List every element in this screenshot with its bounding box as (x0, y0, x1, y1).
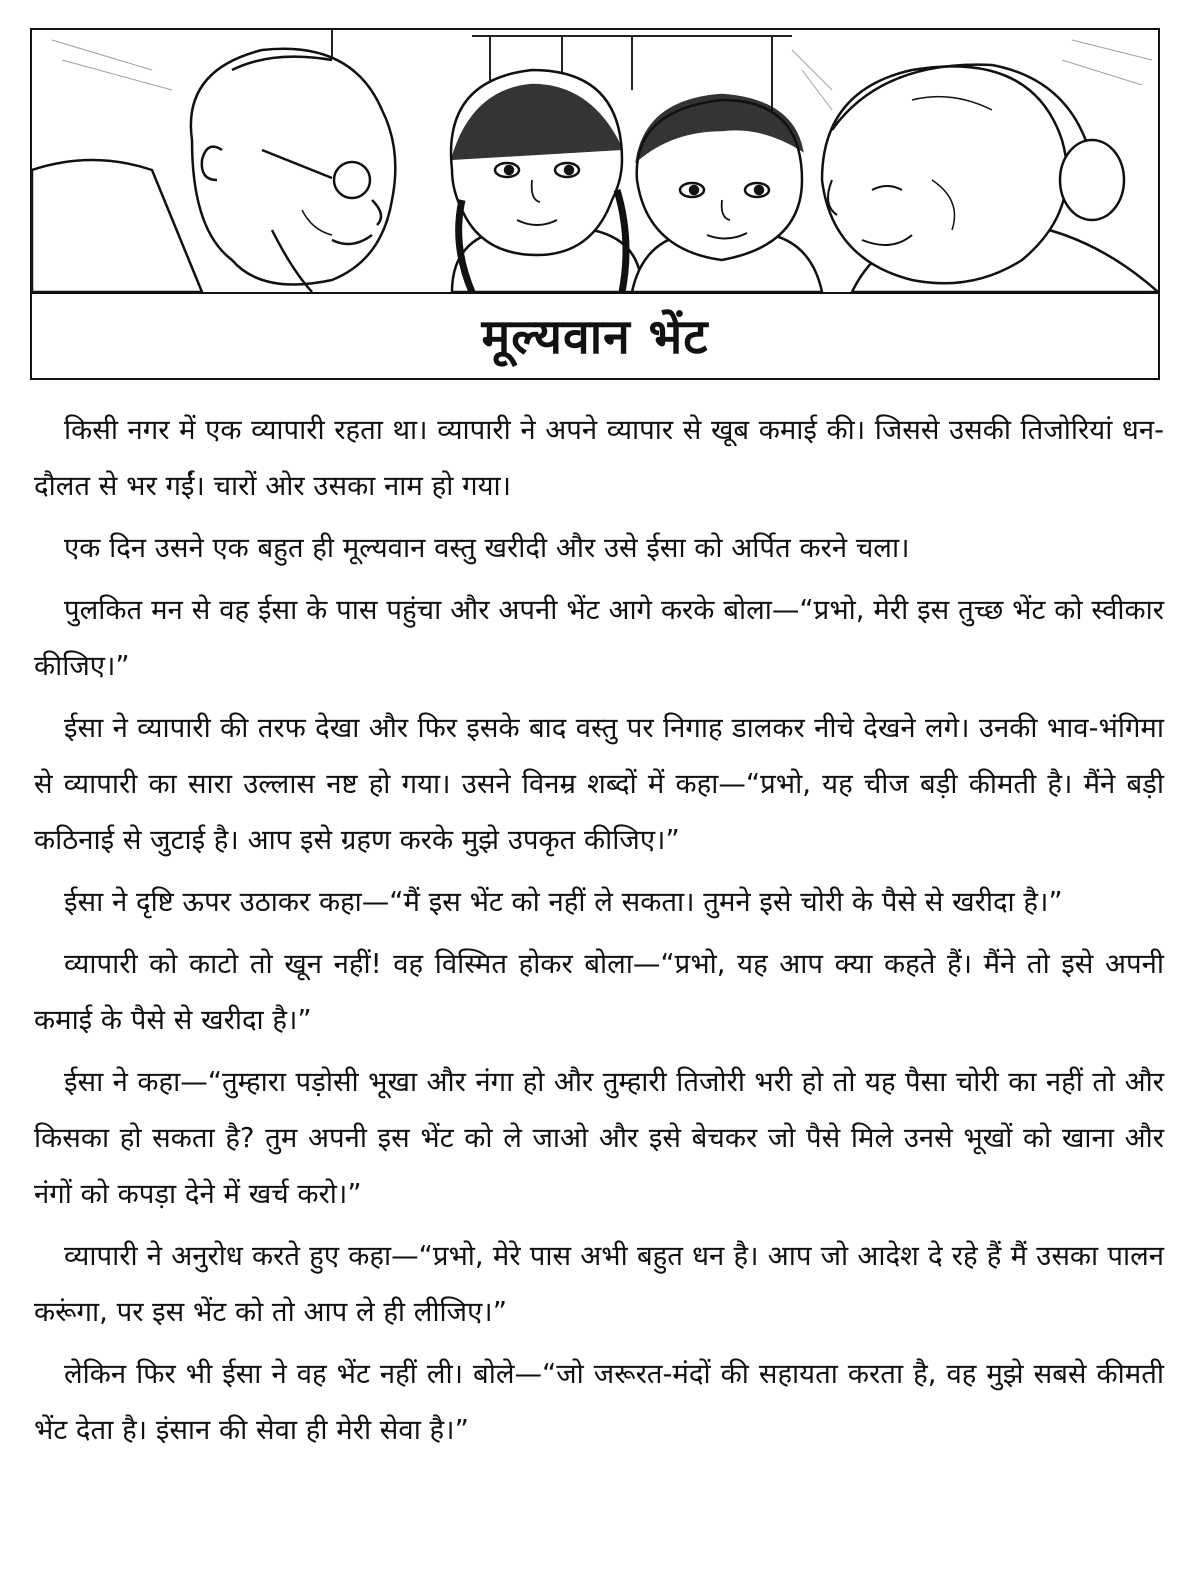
story-paragraph: ईसा ने व्यापारी की तरफ देखा और फिर इसके बाद वस्तु पर निगाह डालकर नीचे देखने लगे। उनकी भाव-भंगिमा से व्यापारी का सारा उल्लास नष्ट हो गया। उसने विनम्र शब्दों में कहा—“प्रभो, यह चीज बड़ी कीमती है। मैंने बड़ी कठिनाई से जुटाई है। आप इसे ग्रहण करके मुझे उपकृत कीजिए।” (34, 712, 1164, 856)
story-paragraph: व्यापारी को काटो तो खून नहीं! वह विस्मित होकर बोला—“प्रभो, यह आप क्या कहते हैं। मैंने तो इसे अपनी कमाई के पैसे से खरीदा है।” (34, 948, 1164, 1036)
story-paragraph: व्यापारी ने अनुरोध करते हुए कहा—“प्रभो, मेरे पास अभी बहुत धन है। आप जो आदेश दे रहे हैं मैं उसका पालन करूंगा, पर इस भेंट को तो आप ले ही लीजिए।” (34, 1240, 1164, 1328)
title-box (32, 292, 1158, 378)
story-paragraph: लेकिन फिर भी ईसा ने वह भेंट नहीं ली। बोले—“जो जरूरत-मंदों की सहायता करता है, वह मुझे सबसे कीमती भेंट देता है। इंसान की सेवा ही मेरी सेवा है।” (34, 1358, 1164, 1446)
story-paragraph: एक दिन उसने एक बहुत ही मूल्यवान वस्तु खरीदी और उसे ईसा को अर्पित करने चला। (64, 532, 910, 564)
story-body (34, 402, 1164, 1464)
story-paragraph: ईसा ने दृष्टि ऊपर उठाकर कहा—“मैं इस भेंट को नहीं ले सकता। तुमने इसे चोरी के पैसे से खरीदा है।” (64, 886, 1063, 918)
story-paragraph: पुलकित मन से वह ईसा के पास पहुंचा और अपनी भेंट आगे करके बोला—“प्रभो, मेरी इस तुच्छ भेंट को स्वीकार कीजिए।” (34, 594, 1164, 682)
header-frame (30, 28, 1160, 380)
story-title: मूल्यवान भेंट (481, 308, 709, 365)
story-paragraph: ईसा ने कहा—“तुम्हारा पड़ोसी भूखा और नंगा हो और तुम्हारी तिजोरी भरी हो तो यह पैसा चोरी का नहीं तो और किसका हो सकता है? तुम अपनी इस भेंट को ले जाओ और इसे बेचकर जो पैसे मिले उनसे भूखों को खाना और नंगों को कपड़ा देने में खर्च करो।” (34, 1066, 1164, 1210)
story-illustration (32, 30, 1158, 294)
illustration-drawing (32, 30, 1158, 292)
story-paragraph: किसी नगर में एक व्यापारी रहता था। व्यापारी ने अपने व्यापार से खूब कमाई की। जिससे उसकी तिजोरियां धन-दौलत से भर गईं। चारों ओर उसका नाम हो गया। (34, 414, 1164, 502)
